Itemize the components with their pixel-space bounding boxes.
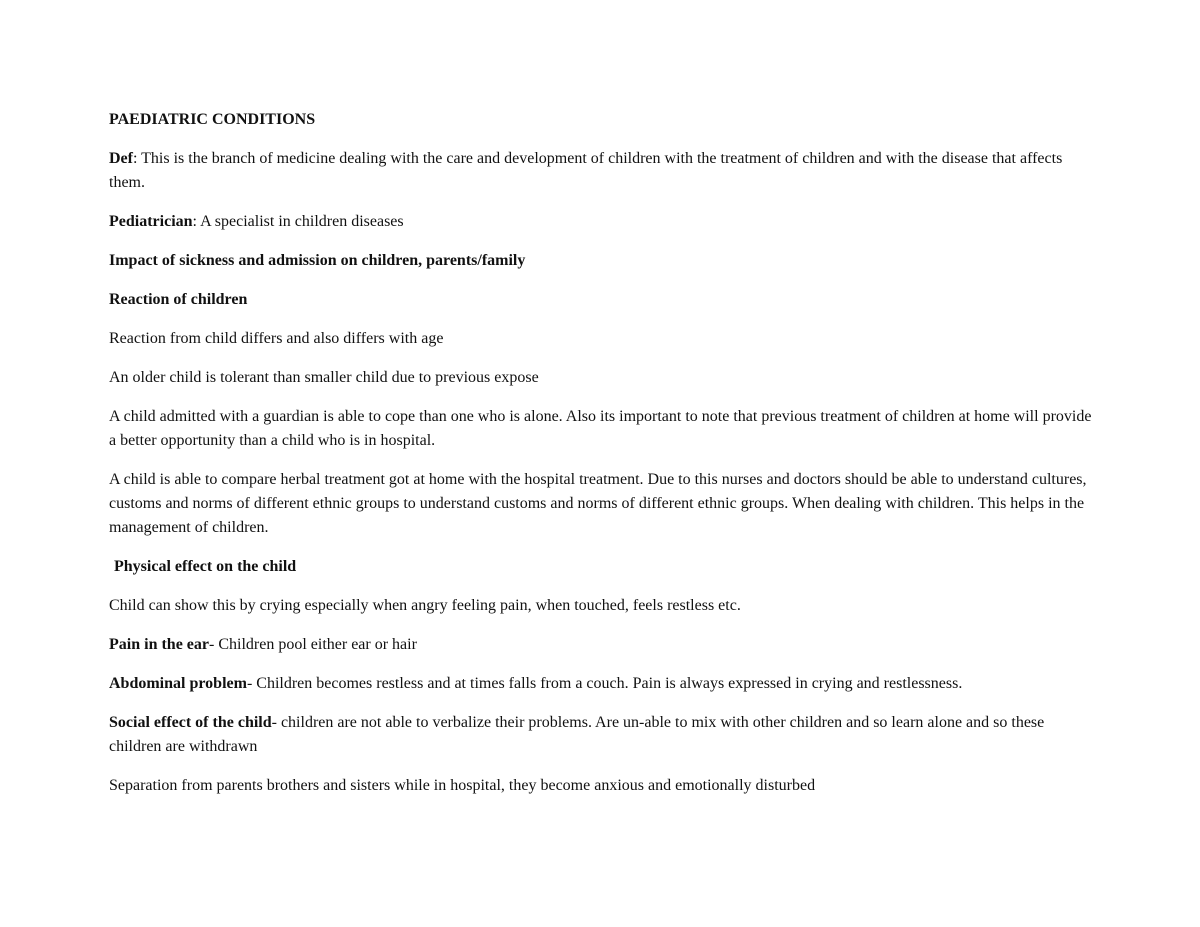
abdominal-term: Abdominal problem <box>109 675 247 692</box>
document-page <box>109 108 1099 813</box>
reaction-age-paragraph: Reaction from child differs and also differs with age <box>109 330 444 347</box>
ear-pain-term: Pain in the ear <box>109 636 209 653</box>
social-text: - children are not able to verbalize their problems. Are un-able to mix with other children and so learn alone and so these children are withdrawn <box>109 714 1045 755</box>
pediatrician-paragraph <box>109 210 1099 234</box>
document-title: PAEDIATRIC CONDITIONS <box>109 111 316 128</box>
guardian-paragraph: A child admitted with a guardian is able to cope than one who is alone. Also its important to note that previous treatment of children at home will provide a better opportunity than a child who is in hospital. <box>109 408 1092 449</box>
impact-heading: Impact of sickness and admission on children, parents/family <box>109 252 526 269</box>
reaction-heading: Reaction of children <box>109 291 248 308</box>
definition-term: Def <box>109 150 133 167</box>
abdominal-paragraph <box>109 672 1099 696</box>
separation-paragraph: Separation from parents brothers and sisters while in hospital, they become anxious and emotionally disturbed <box>109 777 816 794</box>
abdominal-text: - Children becomes restless and at times falls from a couch. Pain is always expressed in crying and restlessness. <box>246 675 963 692</box>
older-child-paragraph: An older child is tolerant than smaller child due to previous expose <box>109 369 539 386</box>
pediatrician-text: : A specialist in children diseases <box>192 213 404 230</box>
social-paragraph <box>109 711 1099 759</box>
crying-paragraph: Child can show this by crying especially when angry feeling pain, when touched, feels restless etc. <box>109 597 741 614</box>
ear-pain-paragraph <box>109 633 1099 657</box>
social-term: Social effect of the child <box>109 714 272 731</box>
ear-pain-text: - Children pool either ear or hair <box>209 636 417 653</box>
pediatrician-term: Pediatrician <box>109 213 193 230</box>
physical-heading: Physical effect on the child <box>114 558 297 575</box>
definition-text: : This is the branch of medicine dealing with the care and development of children with the treatment of children and with the disease that affects them. <box>109 150 1063 191</box>
definition-paragraph <box>109 147 1099 195</box>
herbal-paragraph: A child is able to compare herbal treatment got at home with the hospital treatment. Due to this nurses and doctors should be able to understand cultures, customs and norms of different ethnic groups to understand customs and norms of different ethnic groups. When dealing with children. This helps in the management of children. <box>109 471 1087 536</box>
